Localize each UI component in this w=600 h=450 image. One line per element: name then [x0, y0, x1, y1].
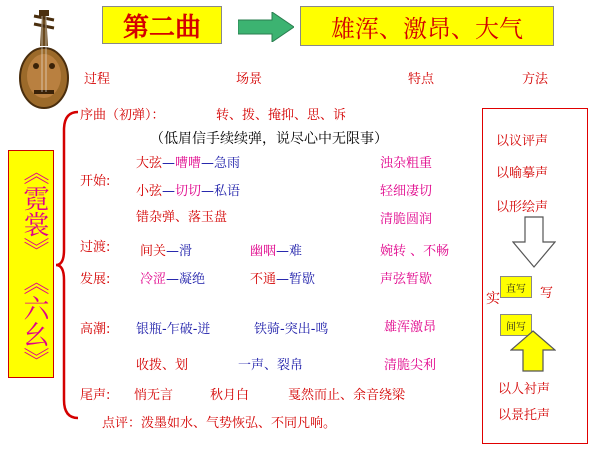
start-feature-2: 轻细凄切 — [380, 184, 433, 199]
climax-a: 银瓶-乍破-迸 — [136, 322, 211, 337]
climax-feature-2: 清脆尖利 — [384, 358, 437, 373]
start-1a: 大弦 — [136, 156, 163, 171]
comment: 点评：泼墨如水、气势恢弘、不同凡响。 — [102, 416, 337, 431]
indirect-write-box: 间写 — [500, 314, 532, 336]
column-feature: 特点 — [408, 72, 435, 87]
column-method: 方法 — [522, 72, 549, 87]
ending-a: 悄无言 — [134, 388, 174, 403]
transition-label: 过渡: — [80, 240, 111, 255]
method-bottom-1: 以人衬声 — [498, 382, 551, 397]
start-feature-3: 清脆圆润 — [380, 212, 433, 227]
transition-b2: 难 — [289, 244, 303, 259]
climax-label: 高潮: — [80, 322, 111, 337]
climax-feature: 雄浑激昂 — [384, 320, 437, 335]
develop-label: 发展: — [80, 272, 111, 287]
start-2c: 私语 — [214, 184, 241, 199]
song-title-2: 《六幺》 — [19, 269, 49, 373]
start-label: 开始: — [80, 174, 111, 189]
transition-b: 幽咽—难 — [250, 244, 303, 259]
transition-a1: 间关 — [140, 244, 167, 259]
climax-line2b: 一声、裂帛 — [238, 358, 304, 373]
write-label: 写 — [540, 286, 554, 301]
prelude-label: 序曲（初弹）： — [80, 108, 165, 123]
start-1b: 嘈嘈 — [175, 156, 202, 171]
develop-b2: 暂歇 — [289, 272, 316, 287]
transition-b1: 幽咽 — [250, 244, 277, 259]
climax-line2a: 收拨、划 — [136, 358, 189, 373]
method-bottom-2: 以景托声 — [498, 408, 551, 423]
ending-b: 秋月白 — [210, 388, 250, 403]
transition-feature: 婉转 、不畅 — [380, 244, 450, 259]
start-line-3: 错杂弹、落玉盘 — [136, 210, 228, 225]
start-line-2: 小弦—切切—私语 — [136, 184, 241, 199]
develop-a1: 冷涩 — [140, 272, 167, 287]
transition-a2: 滑 — [179, 244, 193, 259]
method-top-3: 以形绘声 — [496, 200, 549, 215]
section-subtitle: 雄浑、激昂、大气 — [300, 6, 554, 46]
develop-b1: 不通 — [250, 272, 277, 287]
start-2a: 小弦 — [136, 184, 163, 199]
up-arrow-icon — [510, 330, 556, 372]
prelude-note: （低眉信手续续弹，说尽心中无限事） — [150, 131, 388, 147]
song-title-1: 《霓裳》 — [19, 159, 49, 263]
start-feature-1: 浊杂粗重 — [380, 156, 433, 171]
brace-bracket — [54, 110, 80, 420]
climax-b: 铁骑-突出-鸣 — [254, 322, 329, 337]
song-title-box — [8, 150, 54, 378]
direct-write-box: 直写 — [500, 276, 532, 298]
down-arrow-icon — [512, 216, 556, 268]
real-label: 实 — [486, 291, 500, 307]
ending-label: 尾声: — [80, 388, 111, 403]
method-top-2: 以喻摹声 — [496, 166, 549, 181]
start-line-1: 大弦—嘈嘈—急雨 — [136, 156, 241, 171]
transition-a: 间关—滑 — [140, 244, 193, 259]
column-process: 过程 — [84, 72, 111, 87]
ending-c: 戛然而止、余音绕梁 — [288, 388, 406, 403]
develop-feature: 声弦暂歇 — [380, 272, 433, 287]
develop-a: 冷涩—凝绝 — [140, 272, 206, 287]
develop-a2: 凝绝 — [179, 272, 206, 287]
prelude-text: 转、拨、掩抑、思、诉 — [216, 108, 347, 123]
column-scene: 场景 — [236, 72, 263, 87]
start-2b: 切切 — [175, 184, 202, 199]
right-arrow-icon — [238, 12, 294, 42]
develop-b: 不通—暂歇 — [250, 272, 316, 287]
method-top-1: 以议评声 — [496, 134, 549, 149]
section-title: 第二曲 — [102, 6, 222, 44]
start-1c: 急雨 — [214, 156, 241, 171]
pipa-icon — [12, 6, 76, 110]
